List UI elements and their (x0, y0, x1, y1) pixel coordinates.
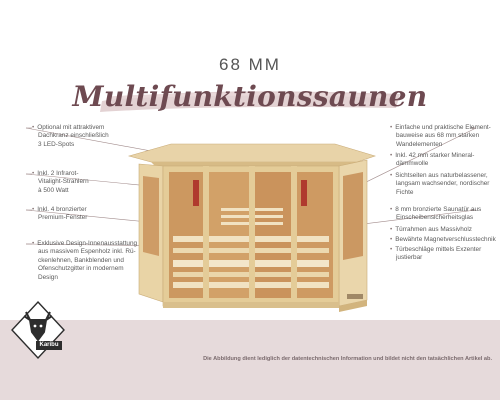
feature-text: Inkl. 2 Infrarot- (37, 170, 79, 177)
feature-line: Fichte (396, 188, 414, 196)
feature-windows (32, 206, 87, 223)
bullet-icon: • (390, 152, 393, 159)
feature-infrared (32, 170, 89, 195)
feature-text: 8 mm bronzierte Saunatür aus (395, 206, 482, 213)
feature-line: 3 LED-Spots (38, 140, 75, 148)
bullet-icon: • (390, 226, 393, 233)
feature-door-fittings (390, 246, 481, 263)
bullet-icon: • (32, 206, 35, 213)
feature-line: Premium-Fenster (38, 214, 88, 222)
bullet-icon: • (390, 236, 393, 243)
bullet-icon: • (390, 206, 393, 213)
feature-spruce (390, 172, 489, 197)
feature-text: Inkl. 42 mm starker Mineral- (395, 152, 475, 159)
feature-line (390, 124, 491, 132)
bullet-icon: • (390, 246, 393, 253)
feature-line (32, 124, 109, 132)
feature-roof-wreath (32, 124, 109, 149)
feature-line: bauweise aus 68 mm starken (396, 132, 480, 140)
bullet-icon: • (390, 172, 393, 179)
bullet-icon: • (32, 240, 35, 247)
feature-text: Türrahmen aus Massivholz (395, 226, 472, 233)
wall-thickness-heading: 68 MM (219, 55, 281, 74)
feature-element-construction (390, 124, 491, 149)
feature-line: justierbar (396, 254, 423, 262)
feature-interior (32, 240, 137, 282)
feature-line (32, 170, 89, 178)
feature-line (32, 206, 87, 214)
feature-glass-door (390, 206, 481, 223)
bullet-icon: • (32, 124, 35, 131)
deer-logo-icon (10, 300, 66, 360)
feature-text: Einfache und praktische Element- (395, 124, 491, 131)
feature-line (390, 246, 481, 254)
brand-name: Karibu (36, 341, 62, 350)
feature-line: ckenlehnen, Bankblenden und (38, 256, 124, 264)
banner-title: Multifunktionssaunen (72, 80, 428, 113)
feature-line: Wandelementen (396, 140, 443, 148)
feature-insulation (390, 152, 474, 169)
feature-line (390, 236, 496, 244)
feature-line (32, 240, 137, 248)
feature-text: Bewährte Magnetverschlusstechnik (395, 236, 496, 243)
feature-line: dämmwolle (396, 160, 429, 168)
feature-line (390, 152, 474, 160)
feature-line (390, 206, 481, 214)
feature-line: Dachkranz einschließlich (38, 132, 109, 140)
disclaimer-text: Die Abbildung dient lediglich der datentechnischen Information und bildet nicht den tatsächlichen Artikel ab. (203, 356, 492, 362)
feature-line: langsam wachsender, nordischer (396, 180, 490, 188)
feature-text: Türbeschläge mittels Exzenter (395, 246, 482, 253)
feature-line: Ofenschutzgitter in modernem (38, 265, 124, 273)
feature-line (390, 172, 489, 180)
feature-magnetic-lock (390, 236, 496, 244)
feature-line: aus massivem Espenholz inkl. Rü- (38, 248, 136, 256)
feature-line: Vitalight-Strahlern (38, 178, 89, 186)
feature-text: Inkl. 4 bronzierter (37, 206, 87, 213)
bullet-icon: • (32, 170, 35, 177)
feature-text: Exklusive Design-Innenausstattung (37, 240, 138, 247)
feature-line (390, 226, 472, 234)
feature-line: à 500 Watt (38, 186, 69, 194)
feature-line: Einscheibensicherheitsglas (396, 214, 474, 222)
feature-text: Sichtseiten aus naturbelassener, (395, 172, 488, 179)
bullet-icon: • (390, 124, 393, 131)
feature-text: Optional mit attraktivem (37, 124, 105, 131)
feature-line: Design (38, 273, 58, 281)
feature-door-frame (390, 226, 472, 234)
sauna-illustration (125, 136, 380, 321)
